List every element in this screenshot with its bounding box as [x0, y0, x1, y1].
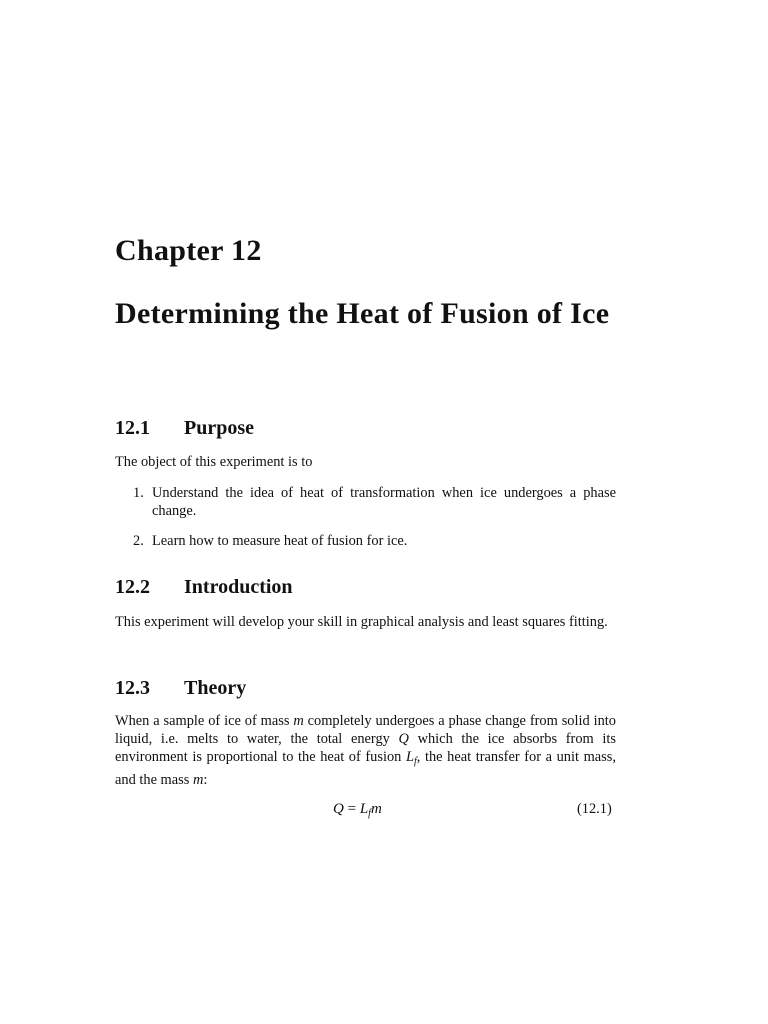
text-run: : [203, 772, 208, 788]
text-run: completely undergoes a phase change from solid into liquid, i.e. melts to water, the total energy [115, 713, 616, 747]
math-var-l: L [405, 749, 414, 765]
section-title: Theory [184, 677, 247, 699]
list-item-text: Learn how to measure heat of fusion for ice. [152, 533, 408, 549]
math-subscript-f: f [413, 756, 417, 767]
chapter-title: Determining the Heat of Fusion of Ice [115, 297, 610, 330]
chapter-label: Chapter 12 [115, 234, 262, 267]
text-run: which the ice absorbs from its environment is proportional to the heat of fusion [115, 731, 616, 765]
text-run: When a sample of ice of mass [115, 713, 294, 729]
math-var-q: Q [398, 731, 409, 747]
equation-number: (12.1) [577, 801, 612, 817]
equation-m: m [370, 801, 382, 817]
equation-l: L [359, 801, 369, 817]
theory-paragraph [115, 712, 616, 789]
equation-lhs: Q [333, 801, 344, 817]
section-title: Introduction [184, 576, 293, 598]
list-item-number: 2. [133, 533, 144, 549]
list-item-text: Understand the idea of heat of transformation when ice undergoes a phase change. [152, 485, 616, 519]
list-item-number: 1. [133, 485, 144, 501]
math-var-m: m [293, 713, 304, 729]
section-title: Purpose [184, 417, 254, 439]
section-intro-text: The object of this experiment is to [115, 454, 313, 470]
section-number: 12.1 [115, 417, 150, 439]
equation-equals: = [343, 801, 360, 817]
text-run: , the heat transfer for a unit mass, and the mass [115, 749, 616, 788]
math-var-m: m [192, 772, 204, 788]
equation-subscript: f [368, 808, 371, 819]
section-number: 12.3 [115, 677, 150, 699]
equation [333, 801, 382, 819]
section-number: 12.2 [115, 576, 150, 598]
paragraph: This experiment will develop your skill in graphical analysis and least squares fitting. [115, 614, 608, 630]
